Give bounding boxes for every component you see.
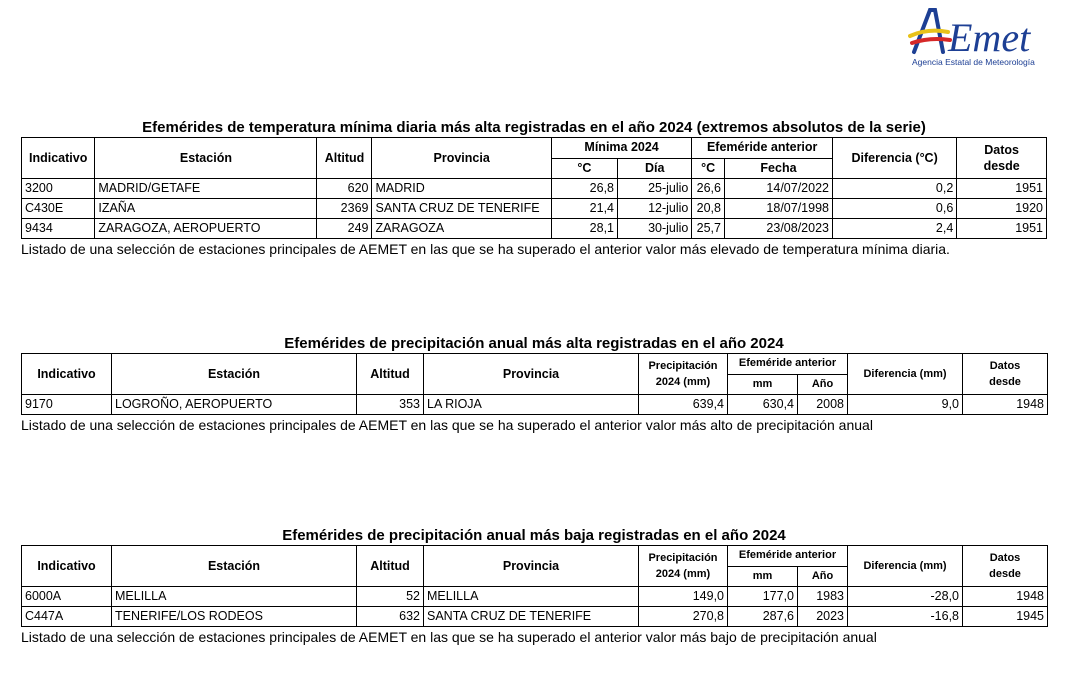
- header-precip-1: Precipitación: [648, 360, 718, 372]
- cell-precipitacion: 270,8: [639, 607, 728, 627]
- cell-datos-desde: 1920: [957, 199, 1047, 219]
- cell-efemeride-ano: 2023: [798, 607, 848, 627]
- header-datos: Datos: [989, 360, 1021, 372]
- cell-altitud: 353: [357, 395, 424, 415]
- header-precip-2: 2024 (mm): [655, 376, 711, 388]
- header-indicativo: Indicativo: [22, 546, 112, 587]
- table1-title: Efemérides de temperatura mínima diaria más alta registradas en el año 2024 (extremos absolutos de la serie): [142, 119, 926, 136]
- cell-altitud: 249: [317, 219, 372, 239]
- header-provincia: Provincia: [372, 138, 551, 179]
- header-indicativo: Indicativo: [22, 138, 95, 179]
- cell-datos-desde: 1948: [963, 395, 1048, 415]
- header-efemeride: Efeméride anterior: [728, 354, 848, 375]
- header-efemeride-c: °C: [692, 158, 725, 179]
- svg-text:Emet: Emet: [948, 15, 1031, 60]
- cell-efemeride-fecha: 23/08/2023: [724, 219, 832, 239]
- header-datos-desde: [963, 546, 1048, 587]
- header-estacion: Estación: [112, 546, 357, 587]
- header-efemeride: Efeméride anterior: [692, 138, 833, 159]
- cell-provincia: SANTA CRUZ DE TENERIFE: [424, 607, 639, 627]
- table3: [21, 545, 1048, 627]
- cell-precipitacion: 149,0: [639, 587, 728, 607]
- cell-efemeride-mm: 630,4: [728, 395, 798, 415]
- cell-provincia: MADRID: [372, 179, 551, 199]
- header-datos: Datos: [989, 552, 1021, 564]
- cell-datos-desde: 1948: [963, 587, 1048, 607]
- cell-estacion: MADRID/GETAFE: [95, 179, 317, 199]
- cell-efemeride-ano: 1983: [798, 587, 848, 607]
- cell-datos-desde: 1945: [963, 607, 1048, 627]
- header-efemeride-ano: Año: [798, 566, 848, 587]
- header-efemeride-mm: mm: [728, 566, 798, 587]
- header-estacion: Estación: [112, 354, 357, 395]
- table-row: [22, 179, 1047, 199]
- cell-efemeride-mm: 177,0: [728, 587, 798, 607]
- table1: [21, 137, 1047, 239]
- logo-subtitle: Agencia Estatal de Meteorología: [912, 57, 1035, 67]
- header-precip-2: 2024 (mm): [655, 568, 711, 580]
- cell-estacion: TENERIFE/LOS RODEOS: [112, 607, 357, 627]
- cell-minima-dia: 30-julio: [618, 219, 692, 239]
- table-row: [22, 587, 1048, 607]
- cell-indicativo: 6000A: [22, 587, 112, 607]
- table1-note: Listado de una selección de estaciones principales de AEMET en las que se ha superado el anterior valor más elevado de temperatura mínima diaria.: [21, 241, 950, 257]
- section-precip-baja: [21, 527, 1047, 646]
- table-row: [22, 395, 1048, 415]
- cell-diferencia: 0,2: [832, 179, 956, 199]
- cell-efemeride-ano: 2008: [798, 395, 848, 415]
- cell-precipitacion: 639,4: [639, 395, 728, 415]
- header-provincia: Provincia: [424, 354, 639, 395]
- header-diferencia: Diferencia (°C): [832, 138, 956, 179]
- header-altitud: Altitud: [357, 354, 424, 395]
- header-provincia: Provincia: [424, 546, 639, 587]
- cell-provincia: ZARAGOZA: [372, 219, 551, 239]
- header-efemeride-ano: Año: [798, 374, 848, 395]
- cell-minima-dia: 25-julio: [618, 179, 692, 199]
- cell-indicativo: C447A: [22, 607, 112, 627]
- cell-estacion: ZARAGOZA, AEROPUERTO: [95, 219, 317, 239]
- table-row: [22, 219, 1047, 239]
- header-precipitacion: [639, 546, 728, 587]
- cell-diferencia: 0,6: [832, 199, 956, 219]
- header-minima-c: °C: [551, 158, 617, 179]
- cell-minima-c: 28,1: [551, 219, 617, 239]
- cell-diferencia: -16,8: [848, 607, 963, 627]
- header-desde: desde: [989, 376, 1021, 388]
- table2-title: Efemérides de precipitación anual más alta registradas en el año 2024: [284, 335, 784, 352]
- cell-estacion: IZAÑA: [95, 199, 317, 219]
- cell-efemeride-fecha: 14/07/2022: [724, 179, 832, 199]
- cell-efemeride-mm: 287,6: [728, 607, 798, 627]
- header-efemeride-mm: mm: [728, 374, 798, 395]
- cell-altitud: 620: [317, 179, 372, 199]
- cell-altitud: 52: [357, 587, 424, 607]
- header-altitud: Altitud: [317, 138, 372, 179]
- header-altitud: Altitud: [357, 546, 424, 587]
- cell-diferencia: -28,0: [848, 587, 963, 607]
- section-precip-alta: [21, 335, 1047, 434]
- cell-estacion: LOGROÑO, AEROPUERTO: [112, 395, 357, 415]
- cell-provincia: SANTA CRUZ DE TENERIFE: [372, 199, 551, 219]
- header-precipitacion: [639, 354, 728, 395]
- cell-altitud: 632: [357, 607, 424, 627]
- cell-minima-c: 21,4: [551, 199, 617, 219]
- header-datos-desde: [957, 138, 1047, 179]
- header-efemeride: Efeméride anterior: [728, 546, 848, 567]
- cell-efemeride-c: 20,8: [692, 199, 725, 219]
- cell-efemeride-c: 26,6: [692, 179, 725, 199]
- table2-note: Listado de una selección de estaciones principales de AEMET en las que se ha superado el anterior valor más alto de precipitación anual: [21, 417, 873, 433]
- table-row: [22, 199, 1047, 219]
- header-efemeride-fecha: Fecha: [724, 158, 832, 179]
- header-diferencia: Diferencia (mm): [848, 354, 963, 395]
- header-estacion: Estación: [95, 138, 317, 179]
- cell-indicativo: C430E: [22, 199, 95, 219]
- table2: [21, 353, 1048, 415]
- header-indicativo: Indicativo: [22, 354, 112, 395]
- cell-altitud: 2369: [317, 199, 372, 219]
- cell-indicativo: 9434: [22, 219, 95, 239]
- header-datos-desde: [963, 354, 1048, 395]
- section-temp-minima: [21, 119, 1047, 258]
- header-datos: Datos: [984, 143, 1019, 157]
- header-desde: desde: [989, 568, 1021, 580]
- cell-datos-desde: 1951: [957, 219, 1047, 239]
- cell-efemeride-c: 25,7: [692, 219, 725, 239]
- cell-minima-c: 26,8: [551, 179, 617, 199]
- cell-efemeride-fecha: 18/07/1998: [724, 199, 832, 219]
- cell-indicativo: 3200: [22, 179, 95, 199]
- header-minima: Mínima 2024: [551, 138, 692, 159]
- header-desde: desde: [983, 159, 1020, 173]
- cell-minima-dia: 12-julio: [618, 199, 692, 219]
- cell-indicativo: 9170: [22, 395, 112, 415]
- cell-provincia: MELILLA: [424, 587, 639, 607]
- table-row: [22, 607, 1048, 627]
- cell-estacion: MELILLA: [112, 587, 357, 607]
- cell-diferencia: 9,0: [848, 395, 963, 415]
- cell-provincia: LA RIOJA: [424, 395, 639, 415]
- header-precip-1: Precipitación: [648, 552, 718, 564]
- cell-diferencia: 2,4: [832, 219, 956, 239]
- header-diferencia: Diferencia (mm): [848, 546, 963, 587]
- cell-datos-desde: 1951: [957, 179, 1047, 199]
- table3-note: Listado de una selección de estaciones principales de AEMET en las que se ha superado el anterior valor más bajo de precipitación anual: [21, 629, 877, 645]
- header-minima-dia: Día: [618, 158, 692, 179]
- table3-title: Efemérides de precipitación anual más baja registradas en el año 2024: [282, 527, 786, 544]
